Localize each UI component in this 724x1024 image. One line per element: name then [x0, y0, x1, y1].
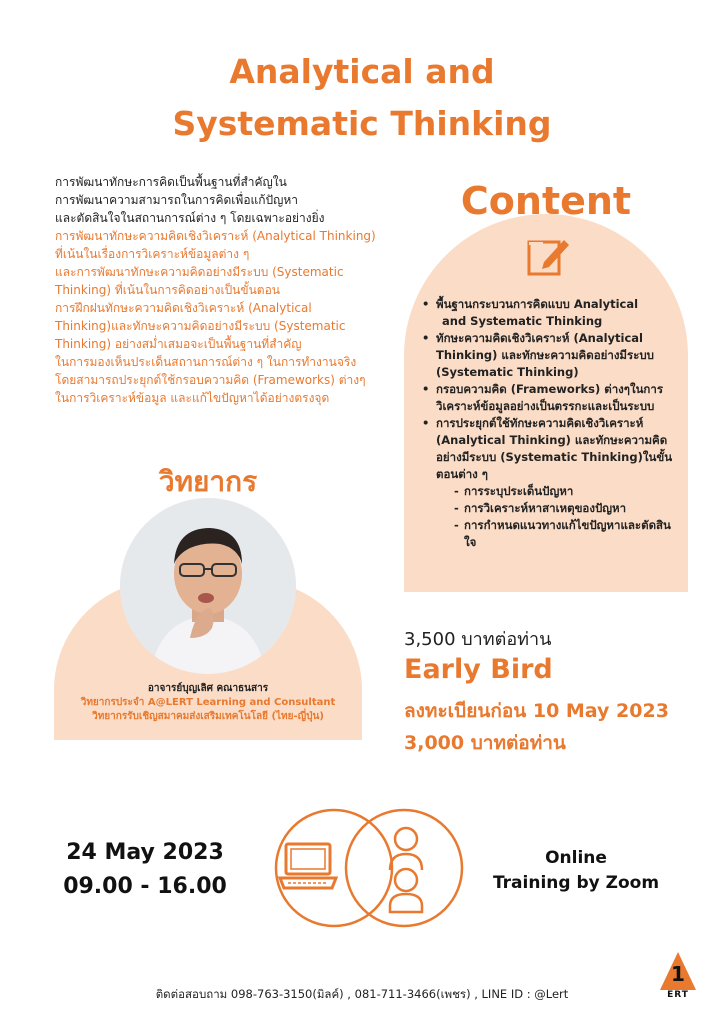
intro-line: ในการมองเห็นประเด็นสถานการณ์ต่าง ๆ ในการทำงานจริง [55, 355, 357, 369]
early-bird-label: Early Bird [404, 654, 553, 685]
content-item: • พื้นฐานกระบวนการคิดแบบ Analytical [420, 296, 682, 313]
content-item-continuation: and Systematic Thinking [442, 314, 603, 328]
content-list [420, 296, 682, 551]
contact-info: ติดต่อสอบถาม 098-763-3150(มิลค์) , 081-711-3466(เพชร) , LINE ID : @Lert [155, 987, 569, 1001]
speaker-heading: วิทยากร [158, 465, 258, 498]
title-line-1: Analytical and [229, 52, 495, 91]
intro-line: และการพัฒนาทักษะความคิดอย่างมีระบบ (Systematic [55, 265, 344, 279]
early-bird-deadline: ลงทะเบียนก่อน 10 May 2023 [404, 700, 669, 722]
intro-line: การพัฒนาทักษะความคิดเชิงวิเคราะห์ (Analytical Thinking) [55, 229, 376, 243]
content-sub-item: - การระบุประเด็นปัญหา [420, 483, 682, 500]
logo-number: 1 [671, 962, 685, 986]
content-item: • การประยุกต์ใช้ทักษะความคิดเชิงวิเคราะห์ (Analytical Thinking) และทักษะความคิดอย่างมีระบบ (Systematic Thinking)ในขั้นตอนต่าง ๆ [420, 415, 682, 483]
intro-line: ในการวิเคราะห์ข้อมูล และแก้ไขปัญหาได้อย่างตรงจุด [55, 391, 330, 405]
speaker-role: วิทยากรประจำ A@LERT Learning and Consultant [80, 697, 336, 708]
logo-text: ERT [667, 990, 689, 1000]
content-item: • ทักษะความคิดเชิงวิเคราะห์ (Analytical Thinking) และทักษะความคิดอย่างมีระบบ (Systematic Thinking) [420, 330, 682, 381]
people-icon [384, 826, 428, 914]
content-sub-item: - การกำหนดแนวทางแก้ไขปัญหาและตัดสินใจ [420, 517, 682, 551]
speaker-role: วิทยากรรับเชิญสมาคมส่งเสริมเทคโนโลยี (ไทย-ญี่ปุ่น) [92, 711, 324, 722]
intro-line: ที่เน้นในเรื่องการวิเคราะห์ข้อมูลต่าง ๆ [55, 247, 250, 261]
intro-line: Thinking) ที่เน้นในการคิดอย่างเป็นขั้นตอน [55, 283, 280, 297]
edit-note-icon [526, 234, 570, 278]
early-bird-price: 3,000 บาทต่อท่าน [404, 732, 566, 754]
regular-price: 3,500 บาทต่อท่าน [404, 629, 552, 650]
event-date: 24 May 2023 [66, 840, 224, 865]
intro-line: โดยสามารถประยุกต์ใช้กรอบความคิด (Frameworks) ต่างๆ [55, 373, 366, 387]
format-online: Online [545, 848, 607, 868]
intro-paragraph [55, 173, 385, 407]
intro-line: Thinking)และทักษะความคิดอย่างมีระบบ (Systematic [55, 319, 346, 333]
speaker-info [54, 682, 362, 724]
laptop-icon [278, 840, 338, 892]
intro-line: การพัฒนาความสามารถในการคิดเพื่อแก้ปัญหา [55, 193, 299, 207]
title-line-2: Systematic Thinking [172, 104, 552, 143]
speaker-name: อาจารย์บุญเลิศ คณาธนสาร [147, 683, 269, 694]
intro-line: การฝึกฝนทักษะความคิดเชิงวิเคราะห์ (Analytical [55, 301, 312, 315]
speaker-photo [120, 498, 296, 674]
intro-line: Thinking) อย่างสม่ำเสมอจะเป็นพื้นฐานที่สำคัญ [55, 337, 302, 351]
intro-line: และตัดสินใจในสถานการณ์ต่าง ๆ โดยเฉพาะอย่างยิ่ง [55, 211, 325, 225]
content-heading: Content [460, 179, 632, 223]
content-sub-item: - การวิเคราะห์หาสาเหตุของปัญหา [420, 500, 682, 517]
format-zoom: Training by Zoom [492, 873, 660, 893]
content-item: • กรอบความคิด (Frameworks) ต่างๆในการวิเคราะห์ข้อมูลอย่างเป็นตรรกะและเป็นระบบ [420, 381, 682, 415]
event-time: 09.00 - 16.00 [63, 874, 227, 899]
intro-line: การพัฒนาทักษะการคิดเป็นพื้นฐานที่สำคัญใน [55, 175, 287, 189]
